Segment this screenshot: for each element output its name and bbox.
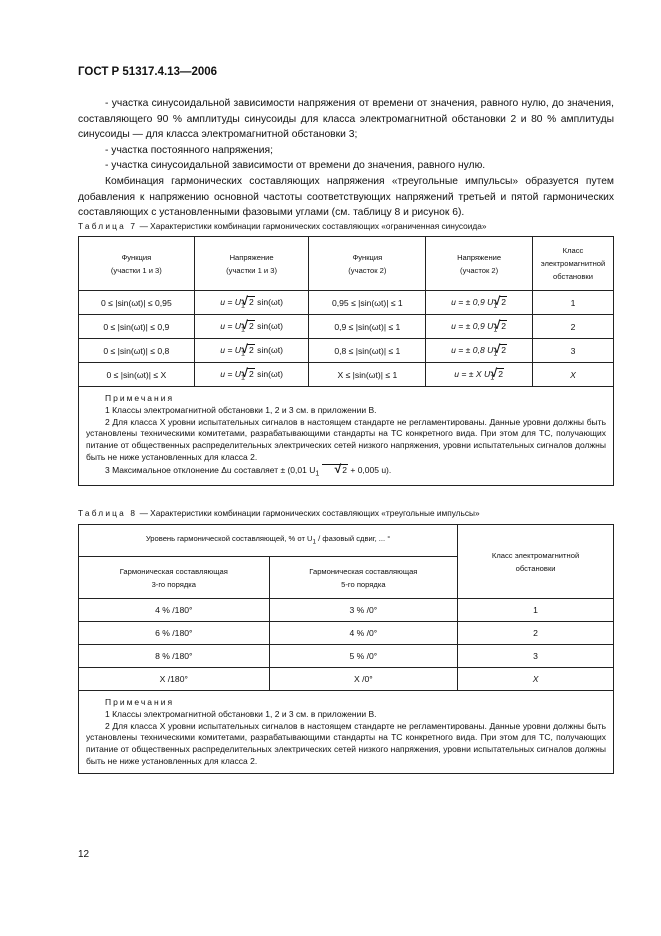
- table-row: [79, 291, 614, 315]
- table7-header-cell: Функция (участок 2): [309, 237, 426, 291]
- table-cell: X: [533, 363, 614, 387]
- notes-title: Примечания: [105, 697, 175, 707]
- body-text: [78, 96, 614, 221]
- sqrt-symbol: √ 2: [500, 296, 507, 307]
- table8-header-row: [79, 525, 614, 557]
- table8-class-header: Класс электромагнитной обстановки: [458, 525, 614, 599]
- table-row: [79, 668, 614, 691]
- table-cell: 0,9 ≤ |sin(ωt)| ≤ 1: [309, 315, 426, 339]
- paragraph: - участка синусоидальной зависимости напряжения от времени от значения, равного нулю, до значения, составляющего 90 % амплитуды синусоиды для класса электромагнитной обстановки 2 и 80 % амплитуды синусоиды — для класса электромагнитной обстановки 3;: [78, 98, 614, 141]
- table8-caption: [78, 508, 480, 518]
- paragraph: Комбинация гармонических составляющих напряжения «треугольные импульсы» образуется путем добавления к напряжению основной частоты соответствующих напряжений третьей и пятой гармонических составляющих с установленными фазовыми углами (см. таблицу 8 и рисунок 6).: [78, 175, 614, 219]
- document-header: ГОСТ Р 51317.4.13—2006: [78, 66, 218, 78]
- table8-group-header: Уровень гармонической составляющей, % от $U_1$ / фазовый сдвиг, ... °: [79, 525, 458, 557]
- paragraph: - участка синусоидальной зависимости от времени до значения, равного нулю.: [105, 160, 486, 172]
- table8-caption-text: — Характеристики комбинации гармонических составляющих «треугольные импульсы»: [139, 508, 480, 518]
- table-cell: $u = U_1$ √ 2 sin(ωt): [194, 339, 309, 363]
- table7-header-cell: Класс электромагнитной обстановки: [533, 237, 614, 291]
- table-cell: 3 % /0°: [269, 599, 458, 622]
- table-row: [79, 315, 614, 339]
- table8-notes: [79, 691, 614, 774]
- table-cell: 6 % /180°: [79, 622, 270, 645]
- table-7: [78, 236, 614, 486]
- table7-header-row: [79, 237, 614, 291]
- page-number: 12: [78, 849, 90, 860]
- table-cell: u = ± 0,9 $U_1$ √ 2: [426, 315, 533, 339]
- table-cell: 0,95 ≤ |sin(ωt)| ≤ 1: [309, 291, 426, 315]
- table-cell: 8 % /180°: [79, 645, 270, 668]
- table-cell: u = ± 0,8 $U_1$ √ 2: [426, 339, 533, 363]
- sqrt-symbol: √ 2: [247, 320, 254, 331]
- table-cell: 0 ≤ |sin(ωt)| ≤ 0,8: [79, 339, 195, 363]
- table-cell: u = ± X $U_1$ √ 2: [426, 363, 533, 387]
- table-cell: 4 % /0°: [269, 622, 458, 645]
- table7-header-cell: Функция (участки 1 и 3): [79, 237, 195, 291]
- note: 3 Максимальное отклонение Δu составляет ± (0,01 $U_1$ √ 2 + 0,005 u).: [86, 464, 606, 480]
- table-8: [78, 524, 614, 774]
- table-cell: 5 % /0°: [269, 645, 458, 668]
- table-cell: $u = U_1$ √ 2 sin(ωt): [194, 291, 309, 315]
- notes-title: Примечания: [105, 393, 175, 403]
- table-cell: X: [458, 668, 614, 691]
- table-cell: 3: [458, 645, 614, 668]
- table-cell: 0 ≤ |sin(ωt)| ≤ 0,95: [79, 291, 195, 315]
- table7-header-cell: Напряжение (участки 1 и 3): [194, 237, 309, 291]
- table7-notes-row: [79, 387, 614, 486]
- sqrt-symbol: √ 2: [500, 344, 507, 355]
- table8-header-cell: Гармоническая составляющая 3-го порядка: [79, 557, 270, 599]
- sqrt-symbol: √ 2: [500, 320, 507, 331]
- table-row: [79, 363, 614, 387]
- note: 2 Для класса X уровни испытательных сигналов в настоящем стандарте не регламентированы. Данные уровни должны быть установлены техническими комитетами, разрабатывающими стандарты на ТС конкретного вида. При этом для ТС, получающих питание от общественных распределительных электрических сетей низкого напряжения, уровни испытательных сигналов должны быть не ниже установленных для класса 2.: [86, 416, 606, 462]
- sqrt-symbol: √ 2: [247, 296, 254, 307]
- sqrt-symbol: √ 2: [497, 368, 504, 379]
- table-cell: 2: [533, 315, 614, 339]
- table8-header-cell: Гармоническая составляющая 5-го порядка: [269, 557, 458, 599]
- table-cell: 1: [458, 599, 614, 622]
- note: 1 Классы электромагнитной обстановки 1, 2 и 3 см. в приложении В.: [105, 708, 377, 719]
- table7-notes: [79, 387, 614, 486]
- table7-caption-text: — Характеристики комбинации гармонических составляющих «ограниченная синусоида»: [139, 221, 487, 231]
- table-row: [79, 339, 614, 363]
- table-cell: 0,8 ≤ |sin(ωt)| ≤ 1: [309, 339, 426, 363]
- table-cell: 0 ≤ |sin(ωt)| ≤ X: [79, 363, 195, 387]
- table8-notes-row: [79, 691, 614, 774]
- table-cell: $u = U_1$ √ 2 sin(ωt): [194, 363, 309, 387]
- table-cell: u = ± 0,9 $U_1$ √ 2: [426, 291, 533, 315]
- table8-caption-label: Таблица 8: [78, 508, 138, 518]
- table-cell: 4 % /180°: [79, 599, 270, 622]
- table-cell: 2: [458, 622, 614, 645]
- table-cell: X ≤ |sin(ωt)| ≤ 1: [309, 363, 426, 387]
- table-cell: 3: [533, 339, 614, 363]
- table-cell: 0 ≤ |sin(ωt)| ≤ 0,9: [79, 315, 195, 339]
- table-row: [79, 645, 614, 668]
- table-cell: $u = U_1$ √ 2 sin(ωt): [194, 315, 309, 339]
- sqrt-symbol: √ 2: [322, 464, 348, 475]
- table7-caption: [78, 221, 486, 231]
- note: 2 Для класса X уровни испытательных сигналов в настоящем стандарте не регламентированы. Данные уровни должны быть установлены техническими комитетами, разрабатывающими стандарты на ТС конкретного вида. При этом для ТС, получающих питание от общественных распределительных электрических сетей низкого напряжения, уровни испытательных сигналов должны быть не ниже установленных для класса 2.: [86, 720, 606, 766]
- note: 1 Классы электромагнитной обстановки 1, 2 и 3 см. в приложении В.: [105, 404, 377, 415]
- table-cell: X /180°: [79, 668, 270, 691]
- table-row: [79, 622, 614, 645]
- table-cell: X /0°: [269, 668, 458, 691]
- table-cell: 1: [533, 291, 614, 315]
- sqrt-symbol: √ 2: [247, 368, 254, 379]
- table7-caption-label: Таблица 7: [78, 221, 138, 231]
- paragraph: - участка постоянного напряжения;: [105, 144, 273, 156]
- sqrt-symbol: √ 2: [247, 344, 254, 355]
- table-row: [79, 599, 614, 622]
- table7-header-cell: Напряжение (участок 2): [426, 237, 533, 291]
